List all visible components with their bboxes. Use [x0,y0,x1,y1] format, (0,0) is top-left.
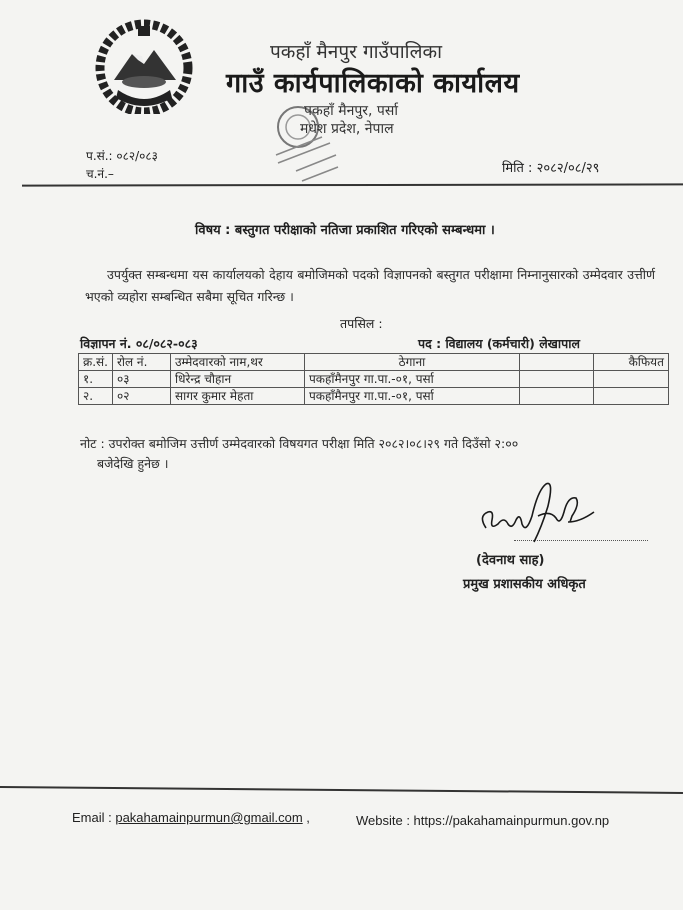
table-row [79,371,669,388]
signatory-name: (देवनाथ साह) [476,553,545,568]
footer-website[interactable]: Website : https://pakahamainpurmun.gov.np [356,813,610,828]
header-cell: उम्मेदवारको नाम,थर [170,354,304,371]
footer-email [72,810,310,825]
signatory-title: प्रमुख प्रशासकीय अधिकृत [463,577,586,592]
table-cell: सागर कुमार मेहता [170,388,304,405]
header-cell: रोल नं. [112,354,170,371]
table-cell [593,371,668,388]
letter-date: मिति : २०८२/०८/२९ [502,161,600,176]
subject-line: विषय : बस्तुगत परीक्षाको नतिजा प्रकाशित गरिएको सम्बन्धमा । [195,223,495,238]
footer-divider [0,786,683,793]
dispatch-number: च.नं.– [86,167,114,181]
table-cell: पकहाँमैनपुर गा.पा.-०१, पर्सा [304,388,519,405]
signature-icon [476,476,606,546]
table-cell: ०२ [112,388,170,405]
table-cell: २. [79,388,113,405]
schedule-title: तपसिल : [340,316,383,331]
note-line-1: नोट : उपरोक्त बमोजिम उत्तीर्ण उम्मेदवारको विषयगत परीक्षा मिति २०८२।०८।२९ गते दिउँसो २:०० [80,436,519,451]
table-cell [593,388,668,405]
email-label: Email : [72,810,116,825]
table-cell [519,388,593,405]
signature-line [514,540,648,541]
table-cell: पकहाँमैनपुर गा.पा.-०१, पर्सा [304,371,519,388]
header-cell: कैफियत [593,354,668,371]
header-cell: ठेगाना [304,354,519,371]
post-title: पद : विद्यालय (कर्मचारी) लेखापाल [418,336,580,351]
letter-number: प.सं.: ०८२/०८३ [86,149,158,163]
address-line-1: पकहाँ मैनपुर, पर्सा [304,103,398,119]
advertisement-number: विज्ञापन नं. ०८/०८२-०८३ [80,336,198,351]
table-cell [519,371,593,388]
email-suffix: , [302,810,310,825]
table-cell: ०३ [112,371,170,388]
address-line-2: मधेश प्रदेश, नेपाल [300,121,394,137]
table-header-row [79,354,669,371]
table-cell: १. [79,371,113,388]
email-link[interactable]: pakahamainpurmun@gmail.com [115,810,303,825]
note-line-2: बजेदेखि हुनेछ । [97,456,169,471]
header-cell [519,354,593,371]
body-paragraph [85,264,655,308]
office-name: गाउँ कार्यपालिकाको कार्यालय [226,68,520,99]
municipality-name: पकहाँ मैनपुर गाउँपालिका [270,41,443,63]
body-text: उपर्युक्त सम्बन्धमा यस कार्यालयको देहाय बमोजिमको पदको विज्ञापनको बस्तुगत परीक्षामा निम्नानुसारको उम्मेदवार उत्तीर्ण भएको व्यहोरा सम्बन्धित सबैमा सूचित गरिन्छ । [85,267,655,304]
header-cell: क्र.सं. [79,354,113,371]
nepal-emblem-icon [92,18,196,114]
results-table [78,353,669,405]
table-cell: धिरेन्द्र चौहान [170,371,304,388]
table-row [79,388,669,405]
